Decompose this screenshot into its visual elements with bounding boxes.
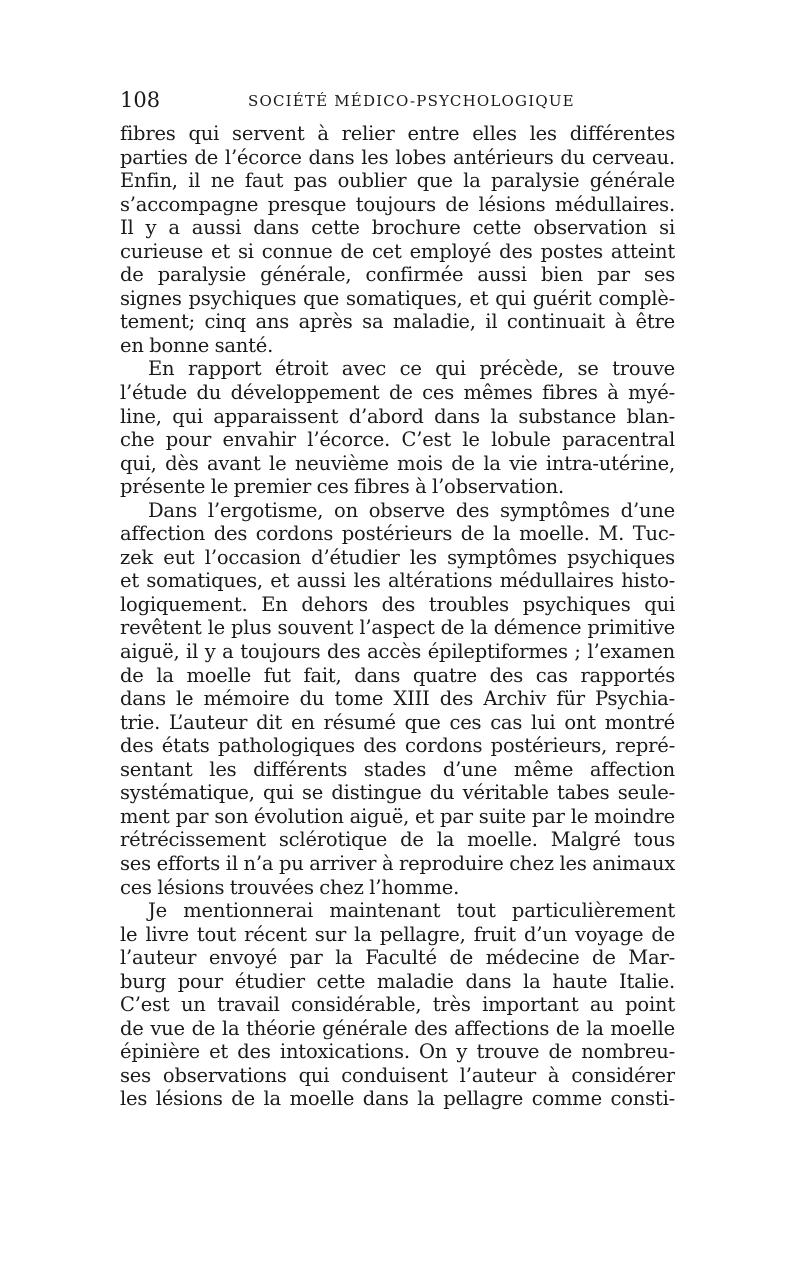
text-line: Il y a aussi dans cette brochure cette observation si [120, 216, 675, 240]
text-line: et somatiques, et aussi les altérations médullaires histo- [120, 569, 675, 593]
page-header [120, 88, 675, 118]
text-line: ses observations qui conduisent l’auteur à considérer [120, 1063, 675, 1087]
text-line: En rapport étroit avec ce qui précède, se trouve [148, 357, 675, 381]
text-line: présente le premier ces fibres à l’observation. [120, 475, 564, 499]
text-line: che pour envahir l’écorce. C’est le lobule paracentral [120, 428, 675, 452]
text-line: C’est un travail considérable, très important au point [120, 993, 675, 1017]
text-line: systématique, qui se distingue du véritable tabes seule- [120, 781, 675, 805]
text-line: ment par son évolution aiguë, et par suite par le moindre [120, 804, 675, 828]
text-line: curieuse et si connue de cet employé des postes atteint [120, 239, 675, 263]
text-line: rétrécissement sclérotique de la moelle. Malgré tous [120, 828, 675, 852]
text-line: affection des cordons postérieurs de la moelle. M. Tuc- [120, 522, 675, 546]
text-line: signes psychiques que somatiques, et qui guérit complè- [120, 286, 675, 310]
text-line: revêtent le plus souvent l’aspect de la démence primitive [120, 616, 675, 640]
text-line: le livre tout récent sur la pellagre, fruit d’un voyage de [120, 922, 675, 946]
text-line: en bonne santé. [120, 333, 274, 357]
text-line: fibres qui servent à relier entre elles les différentes [120, 122, 675, 145]
text-line: l’auteur envoyé par la Faculté de médecine de Mar- [120, 946, 675, 970]
text-line: trie. L’auteur dit en résumé que ces cas lui ont montré [120, 710, 675, 734]
text-line: des états pathologiques des cordons postérieurs, repré- [120, 734, 675, 758]
text-line: épinière et des intoxications. On y trouve de nombreu- [120, 1040, 675, 1064]
text-line: Enfin, il ne faut pas oublier que la paralysie générale [120, 169, 675, 193]
text-line: line, qui apparaissent d’abord dans la substance blan- [120, 404, 675, 428]
text-line: s’accompagne presque toujours de lésions médullaires. [120, 192, 675, 216]
text-line: tement; cinq ans après sa maladie, il continuait à être [120, 310, 675, 334]
text-line: burg pour étudier cette maladie dans la haute Italie. [120, 969, 675, 993]
text-line: Dans l’ergotisme, on observe des symptômes d’une [148, 498, 675, 522]
text-line: dans le mémoire du tome XIII des Archiv für Psychia- [120, 687, 675, 711]
text-line: ses efforts il n’a pu arriver à reproduire chez les animaux [120, 851, 675, 875]
text-line: qui, dès avant le neuvième mois de la vie intra-utérine, [120, 451, 675, 475]
running-title: SOCIÉTÉ MÉDICO-PSYCHOLOGIQUE [248, 92, 575, 110]
text-line: Je mentionnerai maintenant tout particulièrement [148, 899, 675, 923]
text-line: ces lésions trouvées chez l’homme. [120, 875, 460, 899]
text-line: l’étude du développement de ces mêmes fibres à myé- [120, 381, 675, 405]
text-line: parties de l’écorce dans les lobes antérieurs du cerveau. [120, 145, 675, 169]
text-line: sentant les différents stades d’une même affection [120, 757, 675, 781]
text-line: logiquement. En dehors des troubles psychiques qui [120, 592, 675, 616]
text-line: aiguë, il y a toujours des accès épileptiformes ; l’examen [120, 640, 675, 664]
page-number: 108 [120, 88, 161, 112]
body-text [120, 122, 675, 1111]
text-line: les lésions de la moelle dans la pellagre comme consti- [120, 1087, 675, 1111]
text-line: zek eut l’occasion d’étudier les symptômes psychiques [120, 545, 675, 569]
text-line: de vue de la théorie générale des affections de la moelle [120, 1016, 675, 1040]
text-line: de paralysie générale, confirmée aussi bien par ses [120, 263, 675, 287]
text-line: de la moelle fut fait, dans quatre des cas rapportés [120, 663, 675, 687]
